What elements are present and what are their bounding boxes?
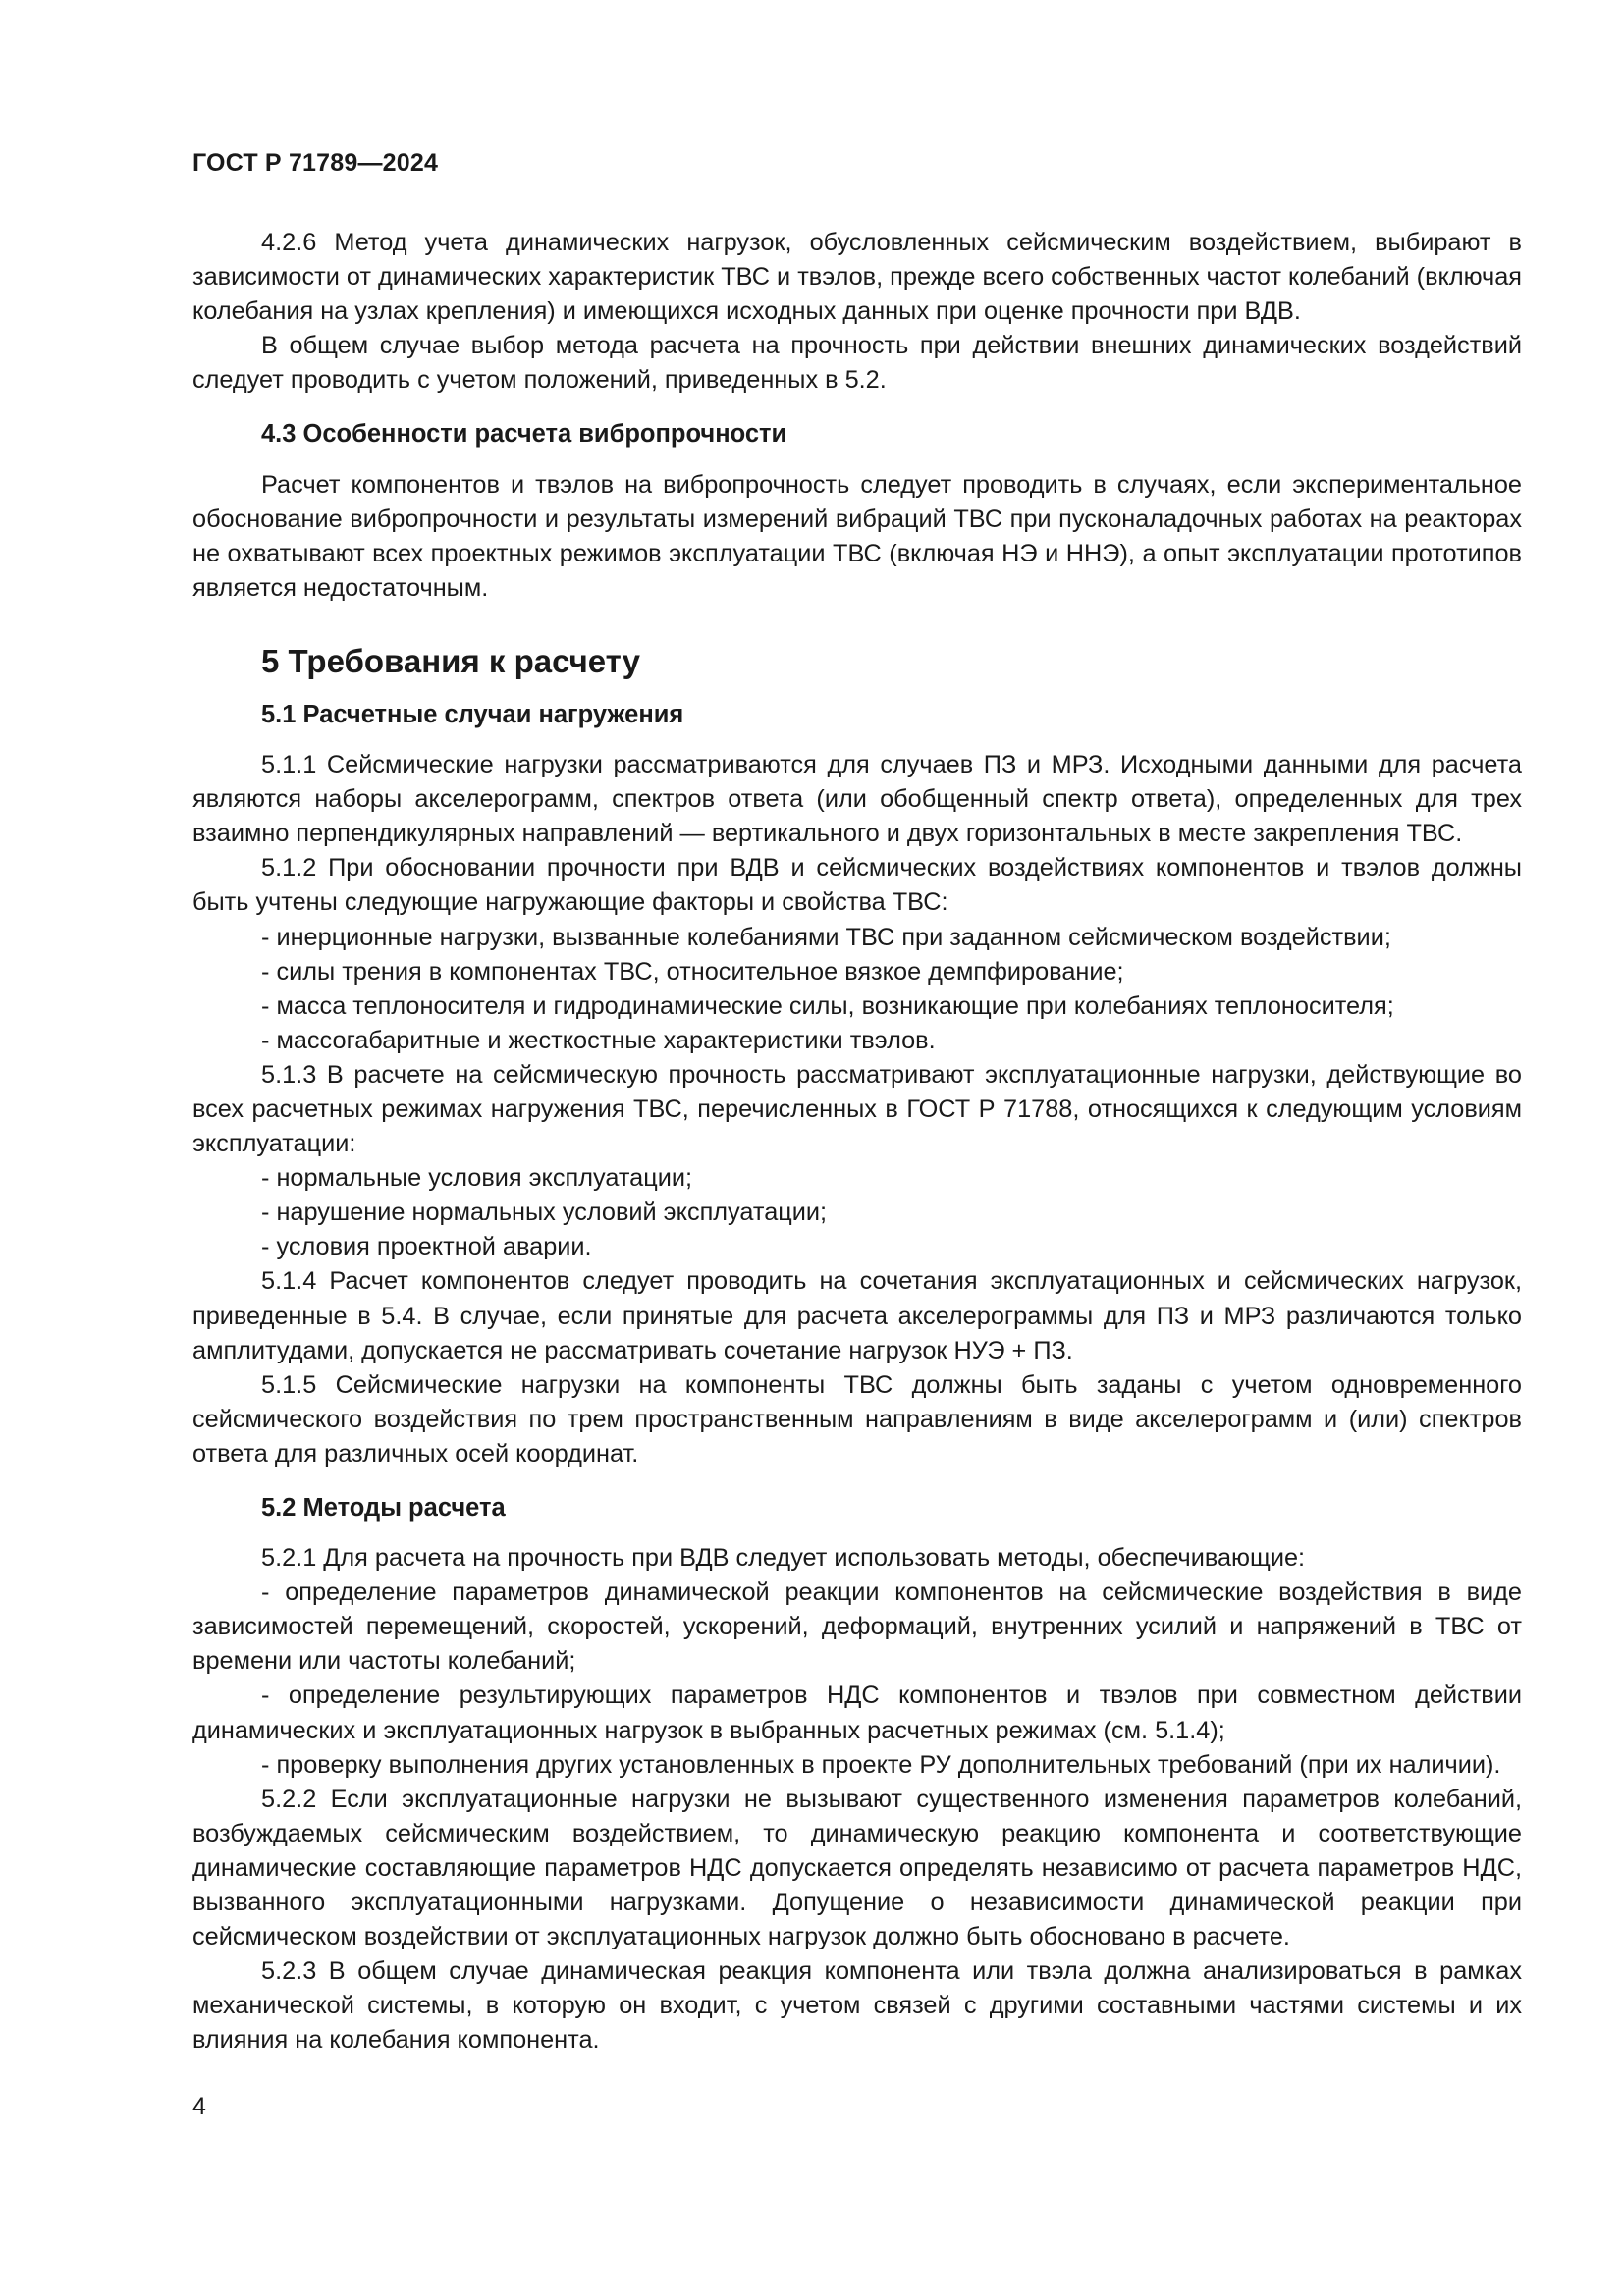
- list-item-5-2-1-3: - проверку выполнения других установленных в проекте РУ дополнительных требований (при их наличии).: [261, 1750, 1501, 1779]
- list-item-5-1-2-3: - масса теплоносителя и гидродинамические силы, возникающие при колебаниях теплоносителя;: [261, 991, 1394, 1020]
- list-item-5-2-1-2: - определение результирующих параметров НДС компонентов и твэлов при совместном действии динамических и эксплуатационных нагрузок в выбранных расчетных режимах (см. 5.1.4);: [192, 1682, 1522, 1744]
- paragraph-5-2-3: 5.2.3 В общем случае динамическая реакция компонента или твэла должна анализироваться в рамках механической системы, в которую он входит, с учетом связей с другими составными частями системы и их влияния на колебания компонента.: [192, 1957, 1522, 2055]
- paragraph-5-2-1: 5.2.1 Для расчета на прочность при ВДВ следует использовать методы, обеспечивающие:: [261, 1544, 1306, 1573]
- heading-4-3: 4.3 Особенности расчета вибропрочности: [261, 420, 787, 449]
- list-item-5-1-2-1: - инерционные нагрузки, вызванные колебаниями ТВС при заданном сейсмическом воздействии;: [261, 923, 1391, 951]
- heading-5-1: 5.1 Расчетные случаи нагружения: [261, 700, 684, 728]
- section-heading-5: 5 Требования к расчету: [261, 642, 640, 679]
- paragraph-5-2-2: 5.2.2 Если эксплуатационные нагрузки не вызывают существенного изменения параметров колебаний, возбуждаемых сейсмическим воздействием, то динамическую реакцию компонента и соответствующие динамические составляющие параметров НДС допускается определять независимо от расчета параметров НДС, вызванного эксплуатационными нагрузками. Допущение о независимости динамической реакции при сейсмическом воздействии от эксплуатационных нагрузок должно быть обосновано в расчете.: [192, 1785, 1522, 1951]
- paragraph-5-1-3: 5.1.3 В расчете на сейсмическую прочность рассматривают эксплуатационные нагрузки, действующие во всех расчетных режимах нагружения ТВС, перечисленных в ГОСТ Р 71788, относящихся к следующим условиям эксплуатации:: [192, 1060, 1522, 1158]
- paragraph-4-2-6-continued: В общем случае выбор метода расчета на прочность при действии внешних динамических воздействий следует проводить с учетом положений, приведенных в 5.2.: [192, 332, 1522, 395]
- paragraph-5-1-2: 5.1.2 При обосновании прочности при ВДВ и сейсмических воздействиях компонентов и твэлов должны быть учтены следующие нагружающие факторы и свойства ТВС:: [192, 854, 1522, 917]
- paragraph-5-1-5: 5.1.5 Сейсмические нагрузки на компоненты ТВС должны быть заданы с учетом одновременного сейсмического воздействия по трем пространственным направлениям в виде акселерограмм и (или) спектров ответа для различных осей координат.: [192, 1370, 1522, 1468]
- page-number: 4: [192, 2093, 206, 2120]
- paragraph-5-1-4: 5.1.4 Расчет компонентов следует проводить на сочетания эксплуатационных и сейсмических нагрузок, приведенные в 5.4. В случае, если принятые для расчета акселерограммы для ПЗ и МРЗ различаются только амплитудами, допускается не рассматривать сочетание нагрузок НУЭ + ПЗ.: [192, 1267, 1522, 1364]
- list-item-5-2-1-1: - определение параметров динамической реакции компонентов на сейсмические воздействия в виде зависимостей перемещений, скоростей, ускорений, деформаций, внутренних усилий и напряжений в ТВС от времени или частоты колебаний;: [192, 1578, 1522, 1676]
- list-item-5-1-2-4: - массогабаритные и жесткостные характеристики твэлов.: [261, 1026, 936, 1054]
- list-item-5-1-3-3: - условия проектной аварии.: [261, 1233, 592, 1261]
- document-body: [192, 226, 1522, 2058]
- heading-5-2: 5.2 Методы расчета: [261, 1494, 506, 1522]
- paragraph-4-2-6: 4.2.6 Метод учета динамических нагрузок, обусловленных сейсмическим воздействием, выбирают в зависимости от динамических характеристик ТВС и твэлов, прежде всего собственных частот колебаний (включая колебания на узлах крепления) и имеющихся исходных данных при оценке прочности при ВДВ.: [192, 229, 1522, 326]
- paragraph-4-3: Расчет компонентов и твэлов на вибропрочность следует проводить в случаях, если экспериментальное обоснование вибропрочности и результаты измерений вибраций ТВС при пусконаладочных работах на реакторах не охватывают всех проектных режимов эксплуатации ТВС (включая НЭ и ННЭ), а опыт эксплуатации прототипов является недостаточным.: [192, 470, 1522, 602]
- list-item-5-1-3-2: - нарушение нормальных условий эксплуатации;: [261, 1199, 828, 1227]
- document-code-header: ГОСТ Р 71789—2024: [192, 149, 439, 177]
- list-item-5-1-2-2: - силы трения в компонентах ТВС, относительное вязкое демпфирование;: [261, 957, 1124, 986]
- list-item-5-1-3-1: - нормальные условия эксплуатации;: [261, 1164, 693, 1193]
- paragraph-5-1-1: 5.1.1 Сейсмические нагрузки рассматриваются для случаев ПЗ и МРЗ. Исходными данными для расчета являются наборы акселерограмм, спектров ответа (или обобщенный спектр ответа), определенных для трех взаимно перпендикулярных направлений — вертикального и двух горизонтальных в месте закрепления ТВС.: [192, 751, 1522, 848]
